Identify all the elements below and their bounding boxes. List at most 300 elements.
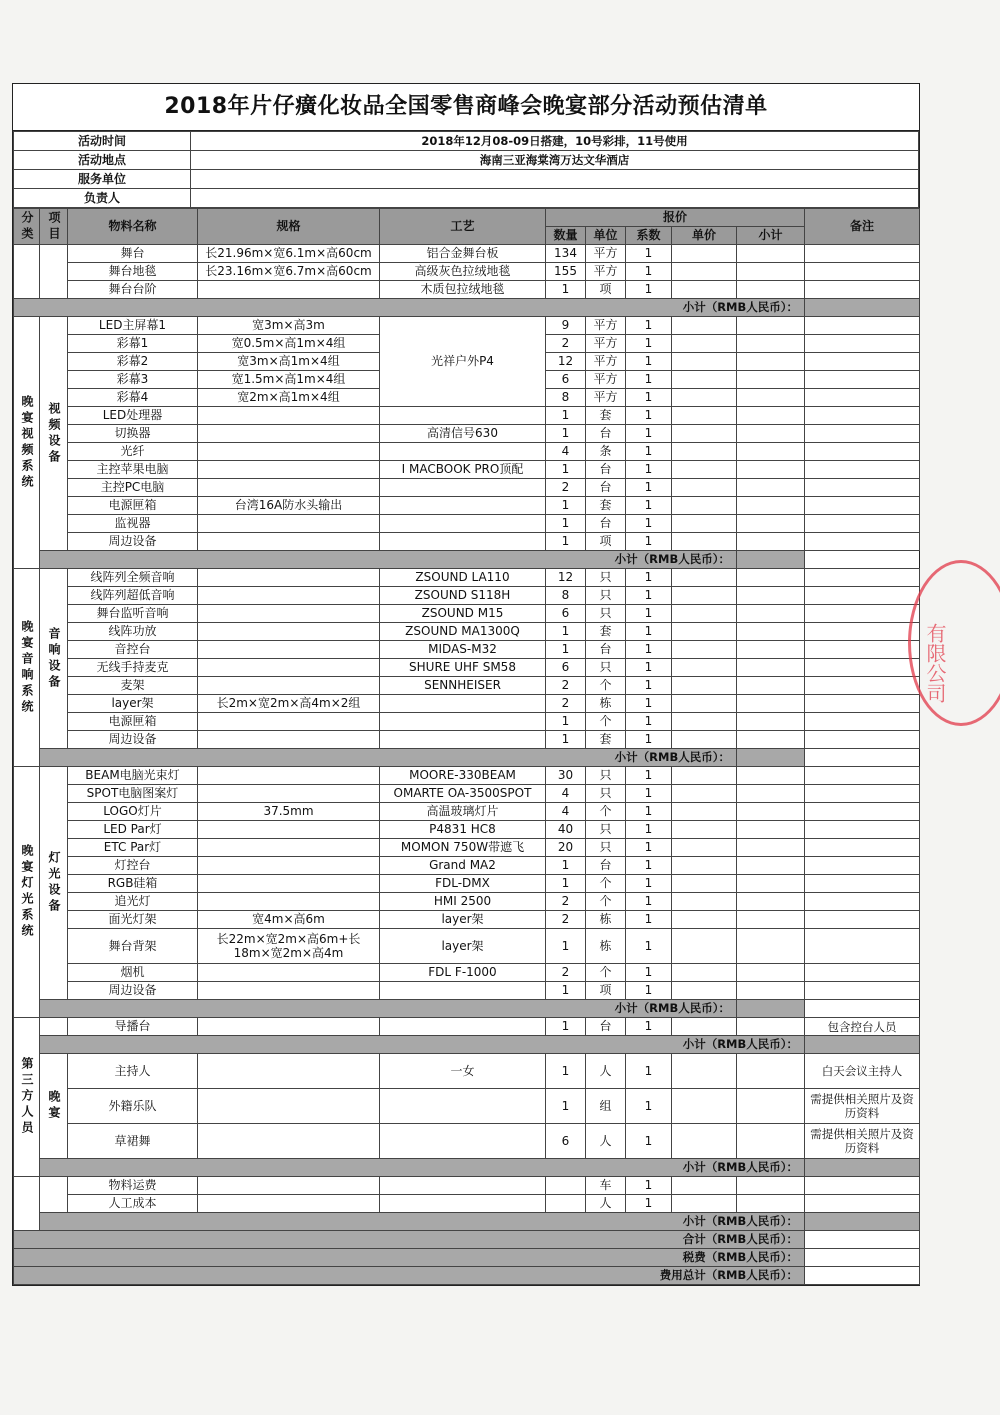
item-spec — [198, 443, 380, 461]
item-unit: 平方 — [586, 245, 626, 263]
subtotal-label: 小计（RMB人民币）： — [40, 1159, 805, 1177]
table-row — [14, 803, 920, 821]
item-subtotal — [737, 713, 805, 731]
item-remark — [805, 443, 920, 461]
item-craft: ZSOUND M15 — [380, 605, 546, 623]
item-subtotal — [737, 569, 805, 587]
item-spec — [198, 677, 380, 695]
remark-cell — [805, 1036, 920, 1054]
item-unit: 项 — [586, 281, 626, 299]
item-coef: 1 — [626, 245, 672, 263]
item-qty: 1 — [546, 713, 586, 731]
item-name: 舞台背架 — [68, 929, 198, 964]
item-subtotal — [737, 641, 805, 659]
item-spec — [198, 569, 380, 587]
item-remark — [805, 875, 920, 893]
item-craft — [380, 1195, 546, 1213]
item-price — [672, 245, 737, 263]
item-unit: 套 — [586, 407, 626, 425]
table-row — [14, 659, 920, 677]
item-spec — [198, 533, 380, 551]
item-price — [672, 587, 737, 605]
item-coef: 1 — [626, 785, 672, 803]
item-coef: 1 — [626, 677, 672, 695]
item-price — [672, 425, 737, 443]
item-qty: 1 — [546, 1054, 586, 1089]
item-spec — [198, 767, 380, 785]
item-price — [672, 263, 737, 281]
item-qty: 6 — [546, 1124, 586, 1159]
item-qty: 1 — [546, 641, 586, 659]
item-craft: MIDAS-M32 — [380, 641, 546, 659]
table-row — [14, 245, 920, 263]
item-remark — [805, 623, 920, 641]
item-qty: 1 — [546, 1018, 586, 1036]
item-spec — [198, 425, 380, 443]
item-subtotal — [737, 803, 805, 821]
item-qty: 1 — [546, 857, 586, 875]
item-remark — [805, 964, 920, 982]
item-name: 主控PC电脑 — [68, 479, 198, 497]
item-coef: 1 — [626, 497, 672, 515]
item-name: 面光灯架 — [68, 911, 198, 929]
item-qty: 134 — [546, 245, 586, 263]
table-row — [14, 839, 920, 857]
item-coef: 1 — [626, 281, 672, 299]
item-qty: 6 — [546, 659, 586, 677]
item-unit: 只 — [586, 785, 626, 803]
item-qty: 2 — [546, 964, 586, 982]
item-name: 烟机 — [68, 964, 198, 982]
item-unit: 个 — [586, 677, 626, 695]
item-remark — [805, 245, 920, 263]
item-remark — [805, 641, 920, 659]
item-cell: 晚宴 — [40, 1054, 68, 1159]
item-cell — [40, 245, 68, 299]
item-remark — [805, 569, 920, 587]
table-row — [14, 677, 920, 695]
item-craft: SHURE UHF SM58 — [380, 659, 546, 677]
item-coef: 1 — [626, 623, 672, 641]
item-price — [672, 695, 737, 713]
total-label: 费用总计（RMB人民币）： — [14, 1267, 805, 1285]
category-cell: 第三方人员 — [14, 1018, 40, 1177]
item-subtotal — [737, 911, 805, 929]
item-qty: 40 — [546, 821, 586, 839]
item-coef: 1 — [626, 389, 672, 407]
item-price — [672, 389, 737, 407]
table-row — [14, 587, 920, 605]
item-spec — [198, 623, 380, 641]
item-remark — [805, 353, 920, 371]
item-subtotal — [737, 515, 805, 533]
item-unit: 套 — [586, 497, 626, 515]
item-qty: 1 — [546, 461, 586, 479]
item-price — [672, 623, 737, 641]
item-name: 彩幕3 — [68, 371, 198, 389]
item-name: 舞台监听音响 — [68, 605, 198, 623]
item-craft: SENNHEISER — [380, 677, 546, 695]
info-row — [14, 132, 919, 151]
item-spec: 长21.96m×宽6.1m×高60cm — [198, 245, 380, 263]
item-coef: 1 — [626, 263, 672, 281]
table-row — [14, 605, 920, 623]
item-coef: 1 — [626, 407, 672, 425]
total-value — [805, 1267, 920, 1285]
item-coef: 1 — [626, 964, 672, 982]
remark-cell — [805, 299, 920, 317]
item-name: 周边设备 — [68, 731, 198, 749]
item-cell: 视频设备 — [40, 317, 68, 551]
item-spec — [198, 587, 380, 605]
item-subtotal — [737, 335, 805, 353]
item-name: 外籍乐队 — [68, 1089, 198, 1124]
stamp-text: 有限公司 — [923, 623, 947, 703]
item-subtotal — [737, 353, 805, 371]
quotation-sheet — [12, 83, 920, 1286]
item-name: 周边设备 — [68, 982, 198, 1000]
item-spec — [198, 281, 380, 299]
item-remark — [805, 281, 920, 299]
table-row — [14, 515, 920, 533]
item-name: 无线手持麦克 — [68, 659, 198, 677]
item-subtotal — [737, 443, 805, 461]
item-unit: 人 — [586, 1195, 626, 1213]
item-remark — [805, 767, 920, 785]
item-coef: 1 — [626, 605, 672, 623]
item-qty: 1 — [546, 875, 586, 893]
item-qty: 12 — [546, 353, 586, 371]
item-subtotal — [737, 982, 805, 1000]
item-remark — [805, 407, 920, 425]
item-price — [672, 1054, 737, 1089]
item-spec: 宽4m×高6m — [198, 911, 380, 929]
item-remark — [805, 857, 920, 875]
item-price — [672, 479, 737, 497]
table-row — [14, 1195, 920, 1213]
item-subtotal — [737, 425, 805, 443]
item-remark — [805, 929, 920, 964]
item-subtotal — [737, 893, 805, 911]
total-row-total — [14, 1231, 920, 1249]
item-coef: 1 — [626, 659, 672, 677]
item-unit: 个 — [586, 964, 626, 982]
item-spec — [198, 964, 380, 982]
item-coef: 1 — [626, 515, 672, 533]
item-qty: 155 — [546, 263, 586, 281]
item-spec — [198, 839, 380, 857]
header-quote: 报价 — [546, 209, 805, 227]
item-name: 舞台 — [68, 245, 198, 263]
item-subtotal — [737, 605, 805, 623]
item-craft: 高清信号630 — [380, 425, 546, 443]
info-value: 2018年12月08-09日搭建，10号彩排，11号使用 — [191, 132, 919, 151]
item-unit: 平方 — [586, 263, 626, 281]
item-unit: 平方 — [586, 371, 626, 389]
remark-cell — [737, 551, 805, 569]
item-remark — [805, 821, 920, 839]
table-row — [14, 857, 920, 875]
item-name: 主控苹果电脑 — [68, 461, 198, 479]
subtotal-row — [14, 1213, 920, 1231]
item-spec: 37.5mm — [198, 803, 380, 821]
item-craft: 高级灰色拉绒地毯 — [380, 263, 546, 281]
item-qty: 1 — [546, 515, 586, 533]
item-qty: 1 — [546, 281, 586, 299]
item-spec — [198, 785, 380, 803]
item-craft: I MACBOOK PRO顶配 — [380, 461, 546, 479]
table-row — [14, 533, 920, 551]
item-qty: 2 — [546, 335, 586, 353]
item-remark — [805, 695, 920, 713]
item-qty: 1 — [546, 497, 586, 515]
item-subtotal — [737, 964, 805, 982]
item-subtotal — [737, 245, 805, 263]
info-row — [14, 170, 919, 189]
total-row-grand — [14, 1267, 920, 1285]
item-spec: 台湾16A防水头输出 — [198, 497, 380, 515]
item-price — [672, 803, 737, 821]
info-label: 负责人 — [14, 189, 191, 208]
item-price — [672, 875, 737, 893]
item-price — [672, 317, 737, 335]
item-coef: 1 — [626, 713, 672, 731]
table-row — [14, 497, 920, 515]
info-label: 活动时间 — [14, 132, 191, 151]
item-remark — [805, 982, 920, 1000]
table-row — [14, 911, 920, 929]
item-price — [672, 407, 737, 425]
item-price — [672, 497, 737, 515]
item-subtotal — [737, 821, 805, 839]
item-craft: OMARTE OA-3500SPOT — [380, 785, 546, 803]
item-subtotal — [737, 587, 805, 605]
item-remark — [805, 605, 920, 623]
item-unit: 只 — [586, 659, 626, 677]
item-name: 监视器 — [68, 515, 198, 533]
item-unit: 车 — [586, 1177, 626, 1195]
item-qty: 1 — [546, 623, 586, 641]
subtotal-row — [14, 1159, 920, 1177]
item-spec — [198, 605, 380, 623]
item-unit: 套 — [586, 731, 626, 749]
item-subtotal — [737, 533, 805, 551]
item-craft — [380, 695, 546, 713]
item-spec: 宽2m×高1m×4组 — [198, 389, 380, 407]
item-subtotal — [737, 623, 805, 641]
item-remark — [805, 659, 920, 677]
remark-cell — [737, 749, 805, 767]
item-spec: 长2m×宽2m×高4m×2组 — [198, 695, 380, 713]
items-table — [13, 208, 920, 1285]
header-craft: 工艺 — [380, 209, 546, 245]
item-price — [672, 533, 737, 551]
item-remark — [805, 533, 920, 551]
item-spec — [198, 1195, 380, 1213]
item-spec — [198, 1177, 380, 1195]
item-price — [672, 982, 737, 1000]
item-spec: 宽0.5m×高1m×4组 — [198, 335, 380, 353]
item-qty: 1 — [546, 425, 586, 443]
item-craft: 铝合金舞台板 — [380, 245, 546, 263]
item-qty: 1 — [546, 533, 586, 551]
item-spec — [198, 875, 380, 893]
item-unit: 个 — [586, 875, 626, 893]
item-subtotal — [737, 767, 805, 785]
item-unit: 平方 — [586, 389, 626, 407]
item-spec — [198, 821, 380, 839]
item-subtotal — [737, 263, 805, 281]
item-craft — [380, 1124, 546, 1159]
item-price — [672, 659, 737, 677]
item-craft: P4831 HC8 — [380, 821, 546, 839]
item-subtotal — [737, 1177, 805, 1195]
item-price — [672, 1018, 737, 1036]
item-price — [672, 371, 737, 389]
subtotal-row — [14, 299, 920, 317]
item-spec — [198, 1054, 380, 1089]
item-price — [672, 839, 737, 857]
table-row — [14, 785, 920, 803]
item-unit: 只 — [586, 839, 626, 857]
header-sub: 小计 — [737, 227, 805, 245]
total-label: 税费（RMB人民币）： — [14, 1249, 805, 1267]
item-coef: 1 — [626, 911, 672, 929]
item-subtotal — [737, 407, 805, 425]
total-value — [805, 1249, 920, 1267]
subtotal-row — [14, 1000, 920, 1018]
item-spec — [198, 893, 380, 911]
item-coef: 1 — [626, 569, 672, 587]
item-unit: 只 — [586, 569, 626, 587]
total-value — [805, 1231, 920, 1249]
item-unit: 台 — [586, 515, 626, 533]
info-row — [14, 189, 919, 208]
info-table — [13, 131, 919, 208]
item-craft — [380, 533, 546, 551]
item-name: 切换器 — [68, 425, 198, 443]
item-cell: 音响设备 — [40, 569, 68, 749]
item-unit: 栋 — [586, 929, 626, 964]
item-remark: 包含控台人员 — [805, 1018, 920, 1036]
item-qty: 1 — [546, 1089, 586, 1124]
item-unit: 个 — [586, 713, 626, 731]
item-remark — [805, 893, 920, 911]
table-header-row — [14, 209, 920, 227]
item-remark — [805, 263, 920, 281]
item-qty: 8 — [546, 389, 586, 407]
item-unit: 人 — [586, 1124, 626, 1159]
item-name: 导播台 — [68, 1018, 198, 1036]
item-qty: 6 — [546, 605, 586, 623]
category-cell — [14, 245, 40, 299]
item-qty: 6 — [546, 371, 586, 389]
item-spec: 宽3m×高1m×4组 — [198, 353, 380, 371]
item-name: 音控台 — [68, 641, 198, 659]
item-subtotal — [737, 857, 805, 875]
item-unit: 条 — [586, 443, 626, 461]
total-label: 合计（RMB人民币）： — [14, 1231, 805, 1249]
item-price — [672, 1195, 737, 1213]
item-unit: 台 — [586, 425, 626, 443]
page-title: 2018年片仔癀化妆品全国零售商峰会晚宴部分活动预估清单 — [13, 84, 919, 131]
item-craft: FDL F-1000 — [380, 964, 546, 982]
item-craft: MOORE-330BEAM — [380, 767, 546, 785]
item-price — [672, 785, 737, 803]
category-cell — [14, 1177, 40, 1231]
table-row — [14, 1018, 920, 1036]
item-coef: 1 — [626, 767, 672, 785]
item-unit: 只 — [586, 767, 626, 785]
info-value — [191, 189, 919, 208]
item-spec — [198, 1089, 380, 1124]
table-row — [14, 281, 920, 299]
item-price — [672, 731, 737, 749]
item-price — [672, 1177, 737, 1195]
item-qty: 20 — [546, 839, 586, 857]
item-coef: 1 — [626, 587, 672, 605]
table-row — [14, 641, 920, 659]
item-unit: 只 — [586, 587, 626, 605]
item-craft — [380, 982, 546, 1000]
item-subtotal — [737, 875, 805, 893]
subtotal-row — [14, 1036, 920, 1054]
table-row — [14, 461, 920, 479]
item-subtotal — [737, 731, 805, 749]
category-cell: 晚宴音响系统 — [14, 569, 40, 767]
category-cell: 晚宴视频系统 — [14, 317, 40, 569]
item-subtotal — [737, 785, 805, 803]
item-craft: layer架 — [380, 911, 546, 929]
item-qty — [546, 1177, 586, 1195]
item-coef: 1 — [626, 371, 672, 389]
table-row — [14, 767, 920, 785]
item-spec — [198, 641, 380, 659]
table-row — [14, 929, 920, 964]
item-spec — [198, 713, 380, 731]
item-coef: 1 — [626, 857, 672, 875]
item-price — [672, 767, 737, 785]
item-name: LED主屏幕1 — [68, 317, 198, 335]
item-price — [672, 641, 737, 659]
remark-cell — [805, 1159, 920, 1177]
item-craft: Grand MA2 — [380, 857, 546, 875]
item-qty: 4 — [546, 803, 586, 821]
item-price — [672, 929, 737, 964]
item-remark — [805, 731, 920, 749]
item-craft: 木质包拉绒地毯 — [380, 281, 546, 299]
item-price — [672, 1089, 737, 1124]
item-name: BEAM电脑光束灯 — [68, 767, 198, 785]
table-row — [14, 1089, 920, 1124]
item-name: 彩幕4 — [68, 389, 198, 407]
item-spec — [198, 515, 380, 533]
item-qty: 8 — [546, 587, 586, 605]
item-remark — [805, 1177, 920, 1195]
item-subtotal — [737, 389, 805, 407]
item-price — [672, 281, 737, 299]
item-name: 舞台地毯 — [68, 263, 198, 281]
item-unit: 项 — [586, 982, 626, 1000]
subtotal-label: 小计（RMB人民币）： — [40, 1000, 737, 1018]
table-row — [14, 569, 920, 587]
item-coef: 1 — [626, 839, 672, 857]
item-name: 光纤 — [68, 443, 198, 461]
item-unit: 人 — [586, 1054, 626, 1089]
table-row — [14, 443, 920, 461]
item-qty: 1 — [546, 982, 586, 1000]
item-spec: 长23.16m×宽6.7m×高60cm — [198, 263, 380, 281]
